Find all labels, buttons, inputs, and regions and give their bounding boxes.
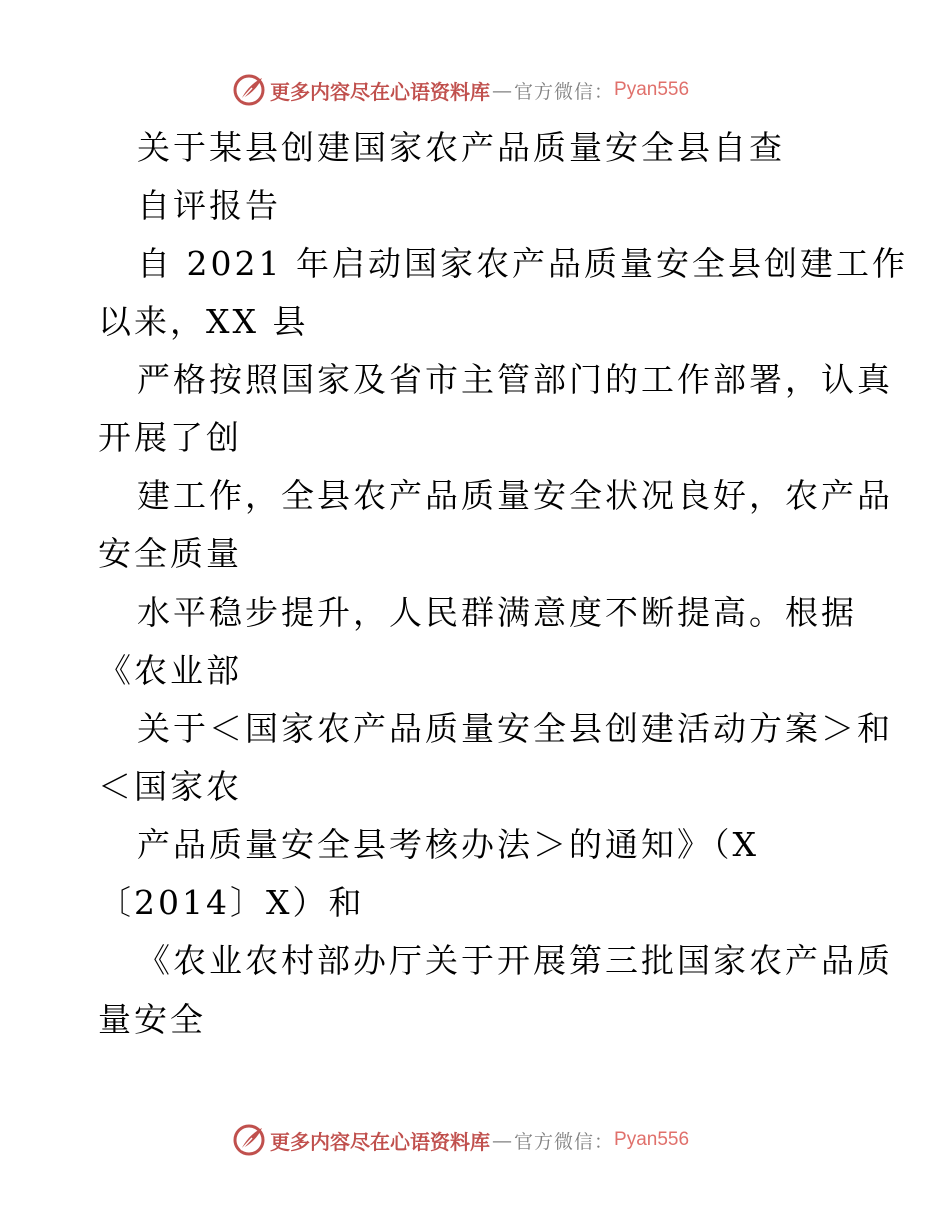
doc-paragraph-line: 建工作，全县农产品质量安全状况良好，农产品: [137, 476, 893, 515]
doc-paragraph-line: 《农业农村部办厅关于开展第三批国家农产品质: [137, 941, 893, 980]
watermark-main-text: 更多内容尽在心语资料库: [270, 79, 490, 104]
doc-paragraph-line: 安全质量: [98, 534, 242, 573]
watermark-main-text: 更多内容尽在心语资料库: [270, 1129, 490, 1154]
watermark-official-label: 官方微信：: [514, 1130, 615, 1153]
watermark-wechat-id: Pyan556: [614, 1129, 690, 1150]
doc-title-line-2: 自评报告: [137, 186, 281, 225]
footer-watermark: [232, 1120, 689, 1160]
watermark-dash: —: [492, 1128, 512, 1152]
doc-paragraph-line: 〔2014〕X）和: [98, 883, 365, 922]
doc-title-line-1: 关于某县创建国家农产品质量安全县自查: [137, 128, 785, 167]
header-watermark: [232, 70, 689, 110]
watermark-official-label: 官方微信：: [514, 80, 615, 103]
doc-paragraph-line: 严格按照国家及省市主管部门的工作部署，认真: [137, 360, 893, 399]
feather-quill-icon: [232, 1123, 266, 1157]
doc-paragraph-line: 以来，XX 县: [98, 302, 309, 341]
watermark-wechat-id: Pyan556: [614, 79, 690, 100]
doc-paragraph-line: 自 2021 年启动国家农产品质量安全县创建工作: [137, 244, 908, 283]
doc-paragraph-line: 产品质量安全县考核办法＞的通知》（X: [137, 825, 759, 864]
doc-paragraph-line: ＜国家农: [98, 767, 242, 806]
doc-paragraph-line: 《农业部: [98, 651, 242, 690]
doc-paragraph-line: 开展了创: [98, 418, 242, 457]
doc-paragraph-line: 量安全: [98, 1000, 206, 1039]
doc-paragraph-line: 关于＜国家农产品质量安全县创建活动方案＞和: [137, 709, 893, 748]
feather-quill-icon: [232, 73, 266, 107]
watermark-dash: —: [492, 78, 512, 102]
doc-paragraph-line: 水平稳步提升，人民群满意度不断提高。根据: [137, 593, 857, 632]
